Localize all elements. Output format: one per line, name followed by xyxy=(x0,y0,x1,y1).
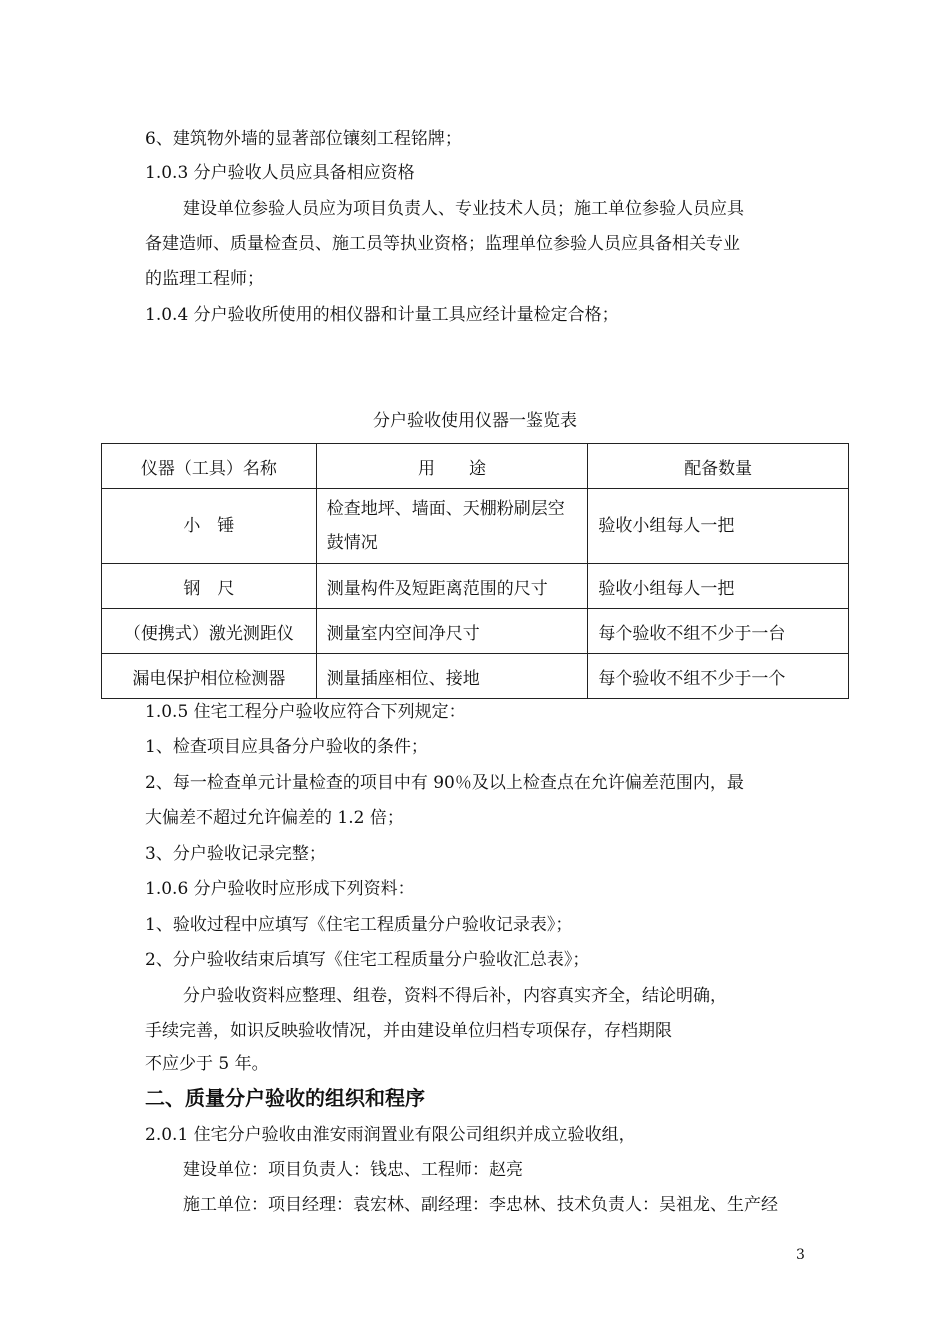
paragraph-line: 施工单位：项目经理：袁宏林、副经理：李忠林、技术负责人：吴祖龙、生产经 xyxy=(183,1195,778,1215)
paragraph-line: 手续完善，如识反映验收情况，并由建设单位归档专项保存，存档期限 xyxy=(145,1021,672,1041)
paragraph-line: 建设单位参验人员应为项目负责人、专业技术人员；施工单位参验人员应具 xyxy=(183,199,744,219)
cell-use-line: 鼓情况 xyxy=(326,533,378,553)
instrument-table xyxy=(101,443,849,699)
cell-name: 漏电保护相位检测器 xyxy=(102,654,317,699)
header-name: 仪器（工具）名称 xyxy=(102,444,317,489)
cell-use xyxy=(316,489,588,564)
paragraph-line: 不应少于 5 年。 xyxy=(145,1054,269,1074)
table-row xyxy=(102,609,849,654)
header-quantity: 配备数量 xyxy=(588,444,849,489)
table-row xyxy=(102,654,849,699)
paragraph-line: 分户验收资料应整理、组卷，资料不得后补，内容真实齐全，结论明确， xyxy=(183,986,727,1006)
paragraph-line: 1.0.6 分户验收时应形成下列资料： xyxy=(145,879,415,899)
cell-quantity: 验收小组每人一把 xyxy=(588,564,849,609)
paragraph-line: 1.0.3 分户验收人员应具备相应资格 xyxy=(145,163,415,183)
paragraph-line: 1、检查项目应具备分户验收的条件； xyxy=(145,737,428,757)
cell-name: 小 锤 xyxy=(102,489,317,564)
page-number: 3 xyxy=(796,1247,805,1263)
paragraph-line: 3、分户验收记录完整； xyxy=(145,844,326,864)
table-caption: 分户验收使用仪器一鉴览表 xyxy=(373,411,577,431)
paragraph-line: 1.0.4 分户验收所使用的相仪器和计量工具应经计量检定合格； xyxy=(145,305,619,325)
cell-name: 钢 尺 xyxy=(102,564,317,609)
table-row xyxy=(102,564,849,609)
table-row xyxy=(102,489,849,564)
cell-quantity: 每个验收不组不少于一台 xyxy=(588,609,849,654)
cell-use-line: 检查地坪、墙面、天棚粉刷层空 xyxy=(326,499,565,519)
paragraph-line: 的监理工程师； xyxy=(145,269,264,289)
paragraph-line: 1、验收过程中应填写《住宅工程质量分户验收记录表》； xyxy=(145,915,573,935)
paragraph-line: 2.0.1 住宅分户验收由淮安雨润置业有限公司组织并成立验收组， xyxy=(145,1125,636,1145)
paragraph-line: 备建造师、质量检查员、施工员等执业资格；监理单位参验人员应具备相关专业 xyxy=(145,234,740,254)
cell-use: 测量构件及短距离范围的尺寸 xyxy=(316,564,588,609)
cell-use: 测量室内空间净尺寸 xyxy=(316,609,588,654)
paragraph-line: 2、分户验收结束后填写《住宅工程质量分户验收汇总表》； xyxy=(145,950,590,970)
cell-use: 测量插座相位、接地 xyxy=(316,654,588,699)
cell-name: （便携式）激光测距仪 xyxy=(102,609,317,654)
header-use: 用 途 xyxy=(316,444,588,489)
paragraph-line: 1.0.5 住宅工程分户验收应符合下列规定： xyxy=(145,702,466,722)
section-heading: 二、质量分户验收的组织和程序 xyxy=(145,1086,425,1110)
cell-quantity: 每个验收不组不少于一个 xyxy=(588,654,849,699)
paragraph-line: 建设单位：项目负责人：钱忠、工程师：赵亮 xyxy=(183,1160,523,1180)
table-header-row xyxy=(102,444,849,489)
paragraph-line: 大偏差不超过允许偏差的 1.2 倍； xyxy=(145,808,404,828)
cell-quantity: 验收小组每人一把 xyxy=(588,489,849,564)
paragraph-line: 6、建筑物外墙的显著部位镶刻工程铭牌； xyxy=(145,129,462,149)
paragraph-line: 2、每一检查单元计量检查的项目中有 90％及以上检查点在允许偏差范围内，最 xyxy=(145,773,744,793)
